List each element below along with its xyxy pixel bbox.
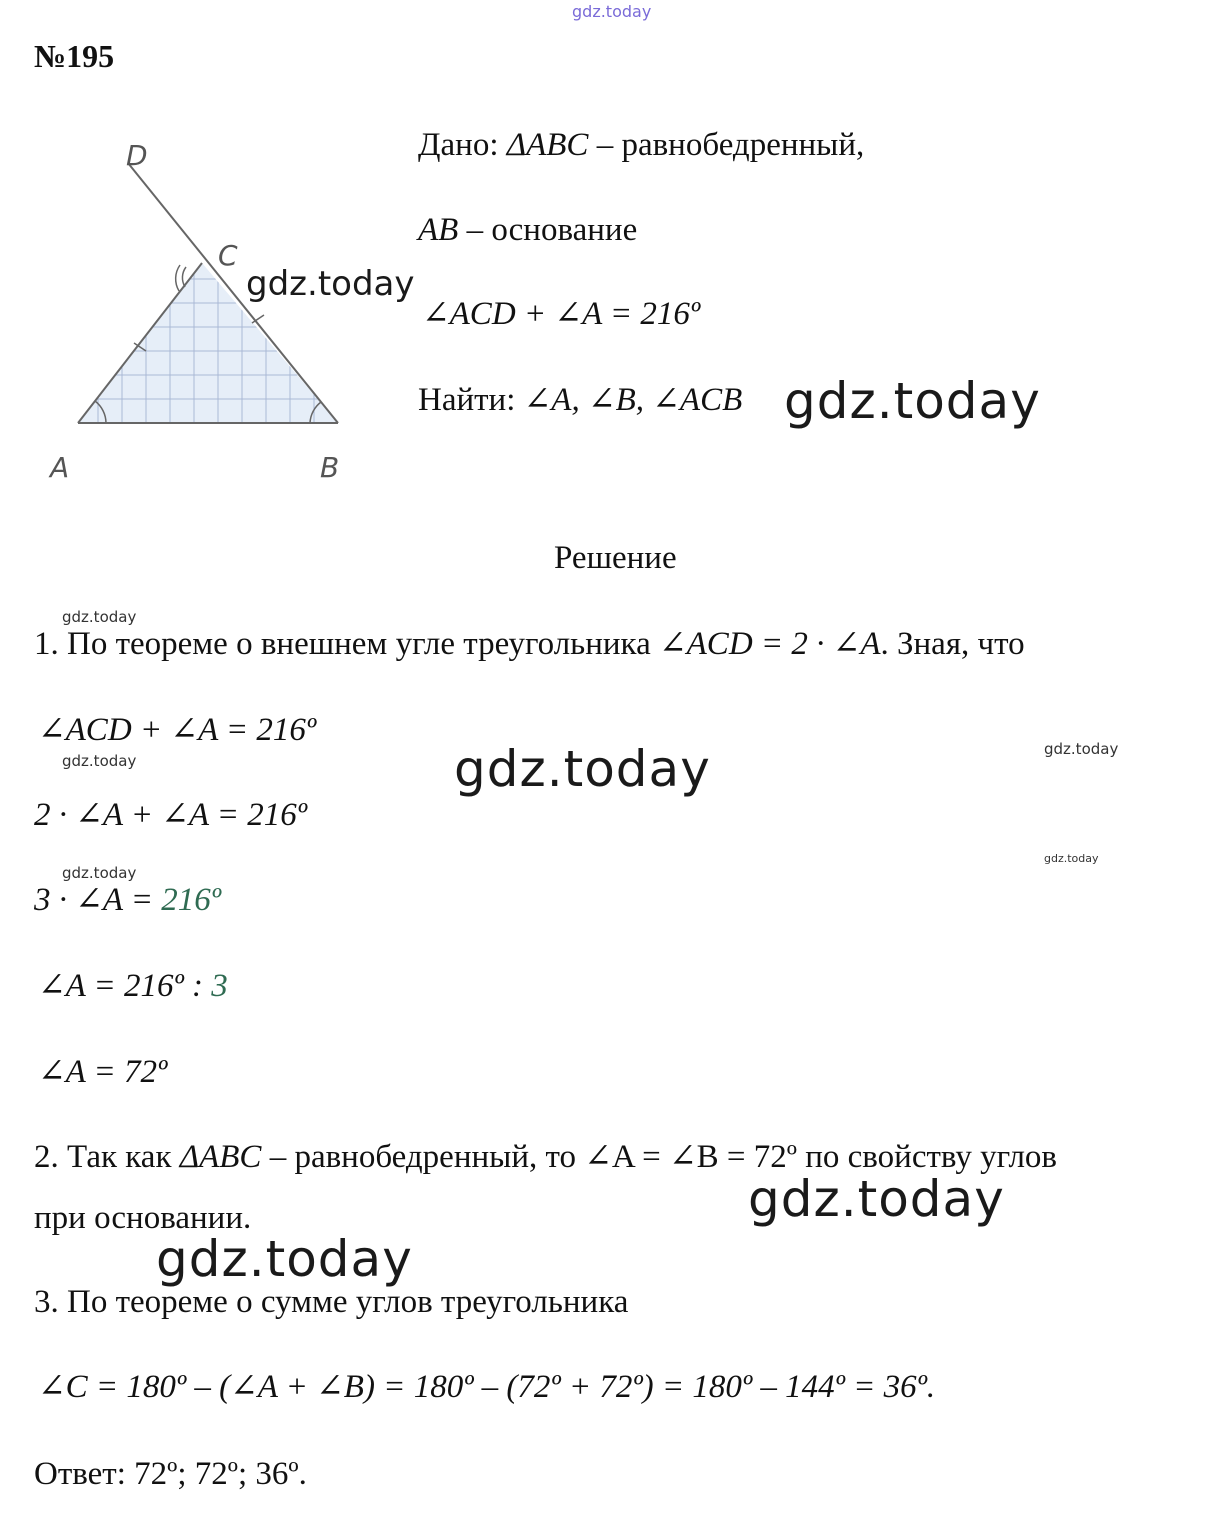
step-2-triangle: ΔABC xyxy=(179,1139,262,1175)
step-2-b: – равнобедренный, то ∠A = ∠B = 72º по свойству углов xyxy=(261,1139,1057,1175)
find-values: ∠A, ∠B, ∠ACB xyxy=(523,382,743,418)
equation-5: ∠A = 72º xyxy=(38,1054,168,1090)
equation-3 xyxy=(34,880,221,920)
equation-2: 2 · ∠A + ∠A = 216º xyxy=(34,797,307,833)
step-1-tail: . Зная, что xyxy=(880,626,1025,662)
label-b: B xyxy=(320,451,340,484)
equation-3-right: 216º xyxy=(161,882,221,918)
step-1-text: 1. По теореме о внешнем угле треугольника xyxy=(34,626,659,662)
watermark-step3: gdz.today xyxy=(156,1230,413,1288)
watermark-given: gdz.today xyxy=(784,372,1041,430)
watermark-step2: gdz.today xyxy=(748,1170,1005,1228)
label-c: C xyxy=(218,239,238,272)
equation-1: ∠ACD + ∠A = 216º xyxy=(38,712,317,748)
find-line xyxy=(418,380,742,420)
step-3: 3. По теореме о сумме углов треугольника xyxy=(34,1284,629,1320)
problem-number: №195 xyxy=(34,38,115,74)
given-triangle-desc: – равнобедренный, xyxy=(588,127,865,163)
watermark-figure: gdz.today xyxy=(246,264,415,304)
watermark-small-2: gdz.today xyxy=(62,752,137,770)
step-1-formula: ∠ACD = 2 · ∠A xyxy=(659,626,881,662)
equation-4 xyxy=(38,966,228,1006)
solution-heading: Решение xyxy=(554,540,677,576)
watermark-small-5: gdz.today xyxy=(1044,852,1099,865)
given-line-1 xyxy=(418,125,864,165)
given-triangle: ΔABC xyxy=(506,127,589,163)
triangle-grid xyxy=(40,125,360,495)
given-label: Дано: xyxy=(418,127,499,163)
watermark-small-1: gdz.today xyxy=(62,608,137,626)
watermark-top: gdz.today xyxy=(572,2,652,21)
watermark-small-4: gdz.today xyxy=(1044,740,1119,758)
step-2-line-2: при основании. xyxy=(34,1200,252,1236)
watermark-center: gdz.today xyxy=(454,740,711,798)
given-line-3: ∠ACD + ∠A = 216º xyxy=(422,296,701,332)
step-2-a: 2. Так как xyxy=(34,1139,180,1175)
equation-4-left: ∠A = 216º : xyxy=(38,968,212,1004)
answer: Ответ: 72º; 72º; 36º. xyxy=(34,1456,307,1492)
label-d: D xyxy=(126,139,148,172)
equation-4-right: 3 xyxy=(211,968,228,1004)
step-1 xyxy=(34,624,1025,664)
equation-6: ∠C = 180º – (∠A + ∠B) = 180º – (72º + 72º) = 180º – 144º = 36º. xyxy=(38,1369,936,1405)
step-2 xyxy=(34,1137,1057,1177)
given-base-desc: – основание xyxy=(458,212,638,248)
given-base: AB xyxy=(418,212,459,248)
triangle-figure xyxy=(40,125,360,495)
given-line-2 xyxy=(418,210,637,250)
find-label: Найти: xyxy=(418,382,516,418)
watermark-small-3: gdz.today xyxy=(62,864,137,882)
equation-3-left: 3 · ∠A = xyxy=(34,882,162,918)
label-a: A xyxy=(50,451,70,484)
